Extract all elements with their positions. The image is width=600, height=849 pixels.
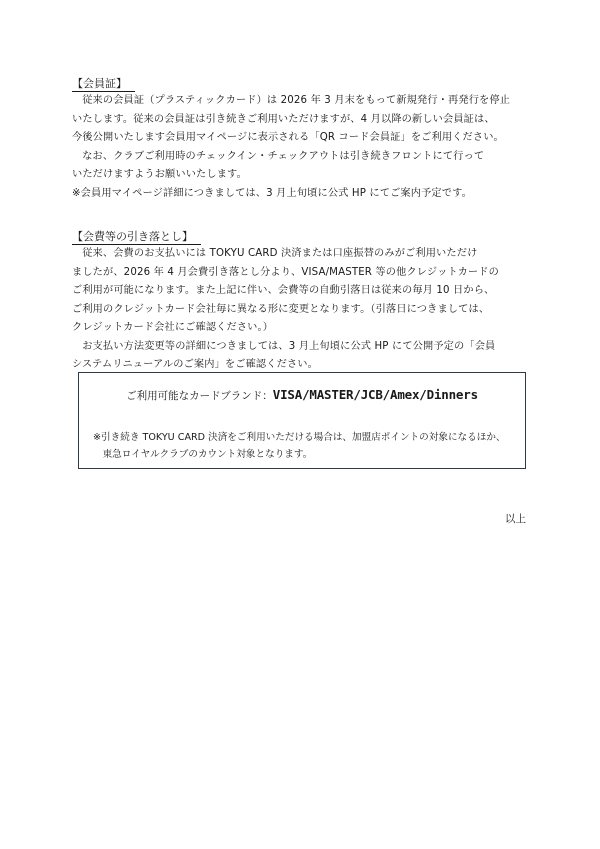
fees-paragraph-1-line-4: ご利用のクレジットカード会社毎に異なる形に変更となります。（引落日につきましては、 (72, 303, 490, 315)
fees-heading: 【会費等の引き落とし】 (72, 230, 201, 245)
fees-paragraph-1-line-2: ましたが、2026 年 4 月会費引き落とし分より、VISA/MASTER 等の他クレジットカードの (72, 266, 499, 278)
card-brand-box (78, 372, 526, 469)
card-brand-note (93, 429, 511, 463)
membership-paragraph-2-line-2: いただけますようお願いいたします。 (72, 169, 247, 180)
fees-paragraph-1-line-1: 従来、会費のお支払いには TOKYU CARD 決済または口座振替のみがご利用いただけ (82, 248, 478, 259)
membership-heading: 【会員証】 (72, 77, 135, 92)
membership-paragraph-1-line-1: 従来の会員証（プラスティックカード）は 2026 年 3 月末をもって新規発行・再発行を停止 (82, 95, 511, 106)
document-body (72, 72, 532, 375)
membership-paragraph-2-line-1: なお、クラブご利用時のチェックイン・チェックアウトは引き続きフロントにて行って (82, 150, 485, 162)
membership-note: ※会員用マイページ詳細につきましては、3 月上旬頃に公式 HP にてご案内予定です。 (72, 187, 472, 199)
closing-mark: 以上 (505, 513, 526, 525)
card-brand-list: VISA/MASTER/JCB/Amex/Dinners (272, 387, 478, 402)
fees-paragraph-2-line-2: システムリニューアルのご案内」をご確認ください。 (72, 359, 318, 370)
card-brand-line (79, 387, 525, 404)
fees-paragraph-2-line-1: お支払い方法変更等の詳細につきましては、3 月上旬頃に公式 HP にて公開予定の「会員 (82, 340, 496, 352)
fees-paragraph-1-line-5: クレジットカード会社にご確認ください。） (72, 322, 274, 333)
card-brand-label: ご利用可能なカードブランド： (126, 390, 273, 402)
fees-paragraph-1-line-3: ご利用が可能になります。また上記に伴い、会費等の自動引落日は従来の毎月 10 日から、 (72, 285, 495, 296)
membership-paragraph-1-line-3: 今後公開いたします会員用マイページに表示される「QR コード会員証」をご利用ください。 (72, 132, 504, 143)
card-brand-note-line-1: ※引き続き TOKYU CARD 決済をご利用いただける場合は、加盟店ポイントの対象になるほか、 (93, 432, 506, 443)
card-brand-note-line-2: 東急ロイヤルクラブのカウント対象となります。 (102, 449, 313, 460)
section-spacer (72, 203, 532, 225)
membership-paragraph-1-line-2: いたします。従来の会員証は引き続きご利用いただけますが、4 月以降の新しい会員証は、 (72, 113, 495, 125)
